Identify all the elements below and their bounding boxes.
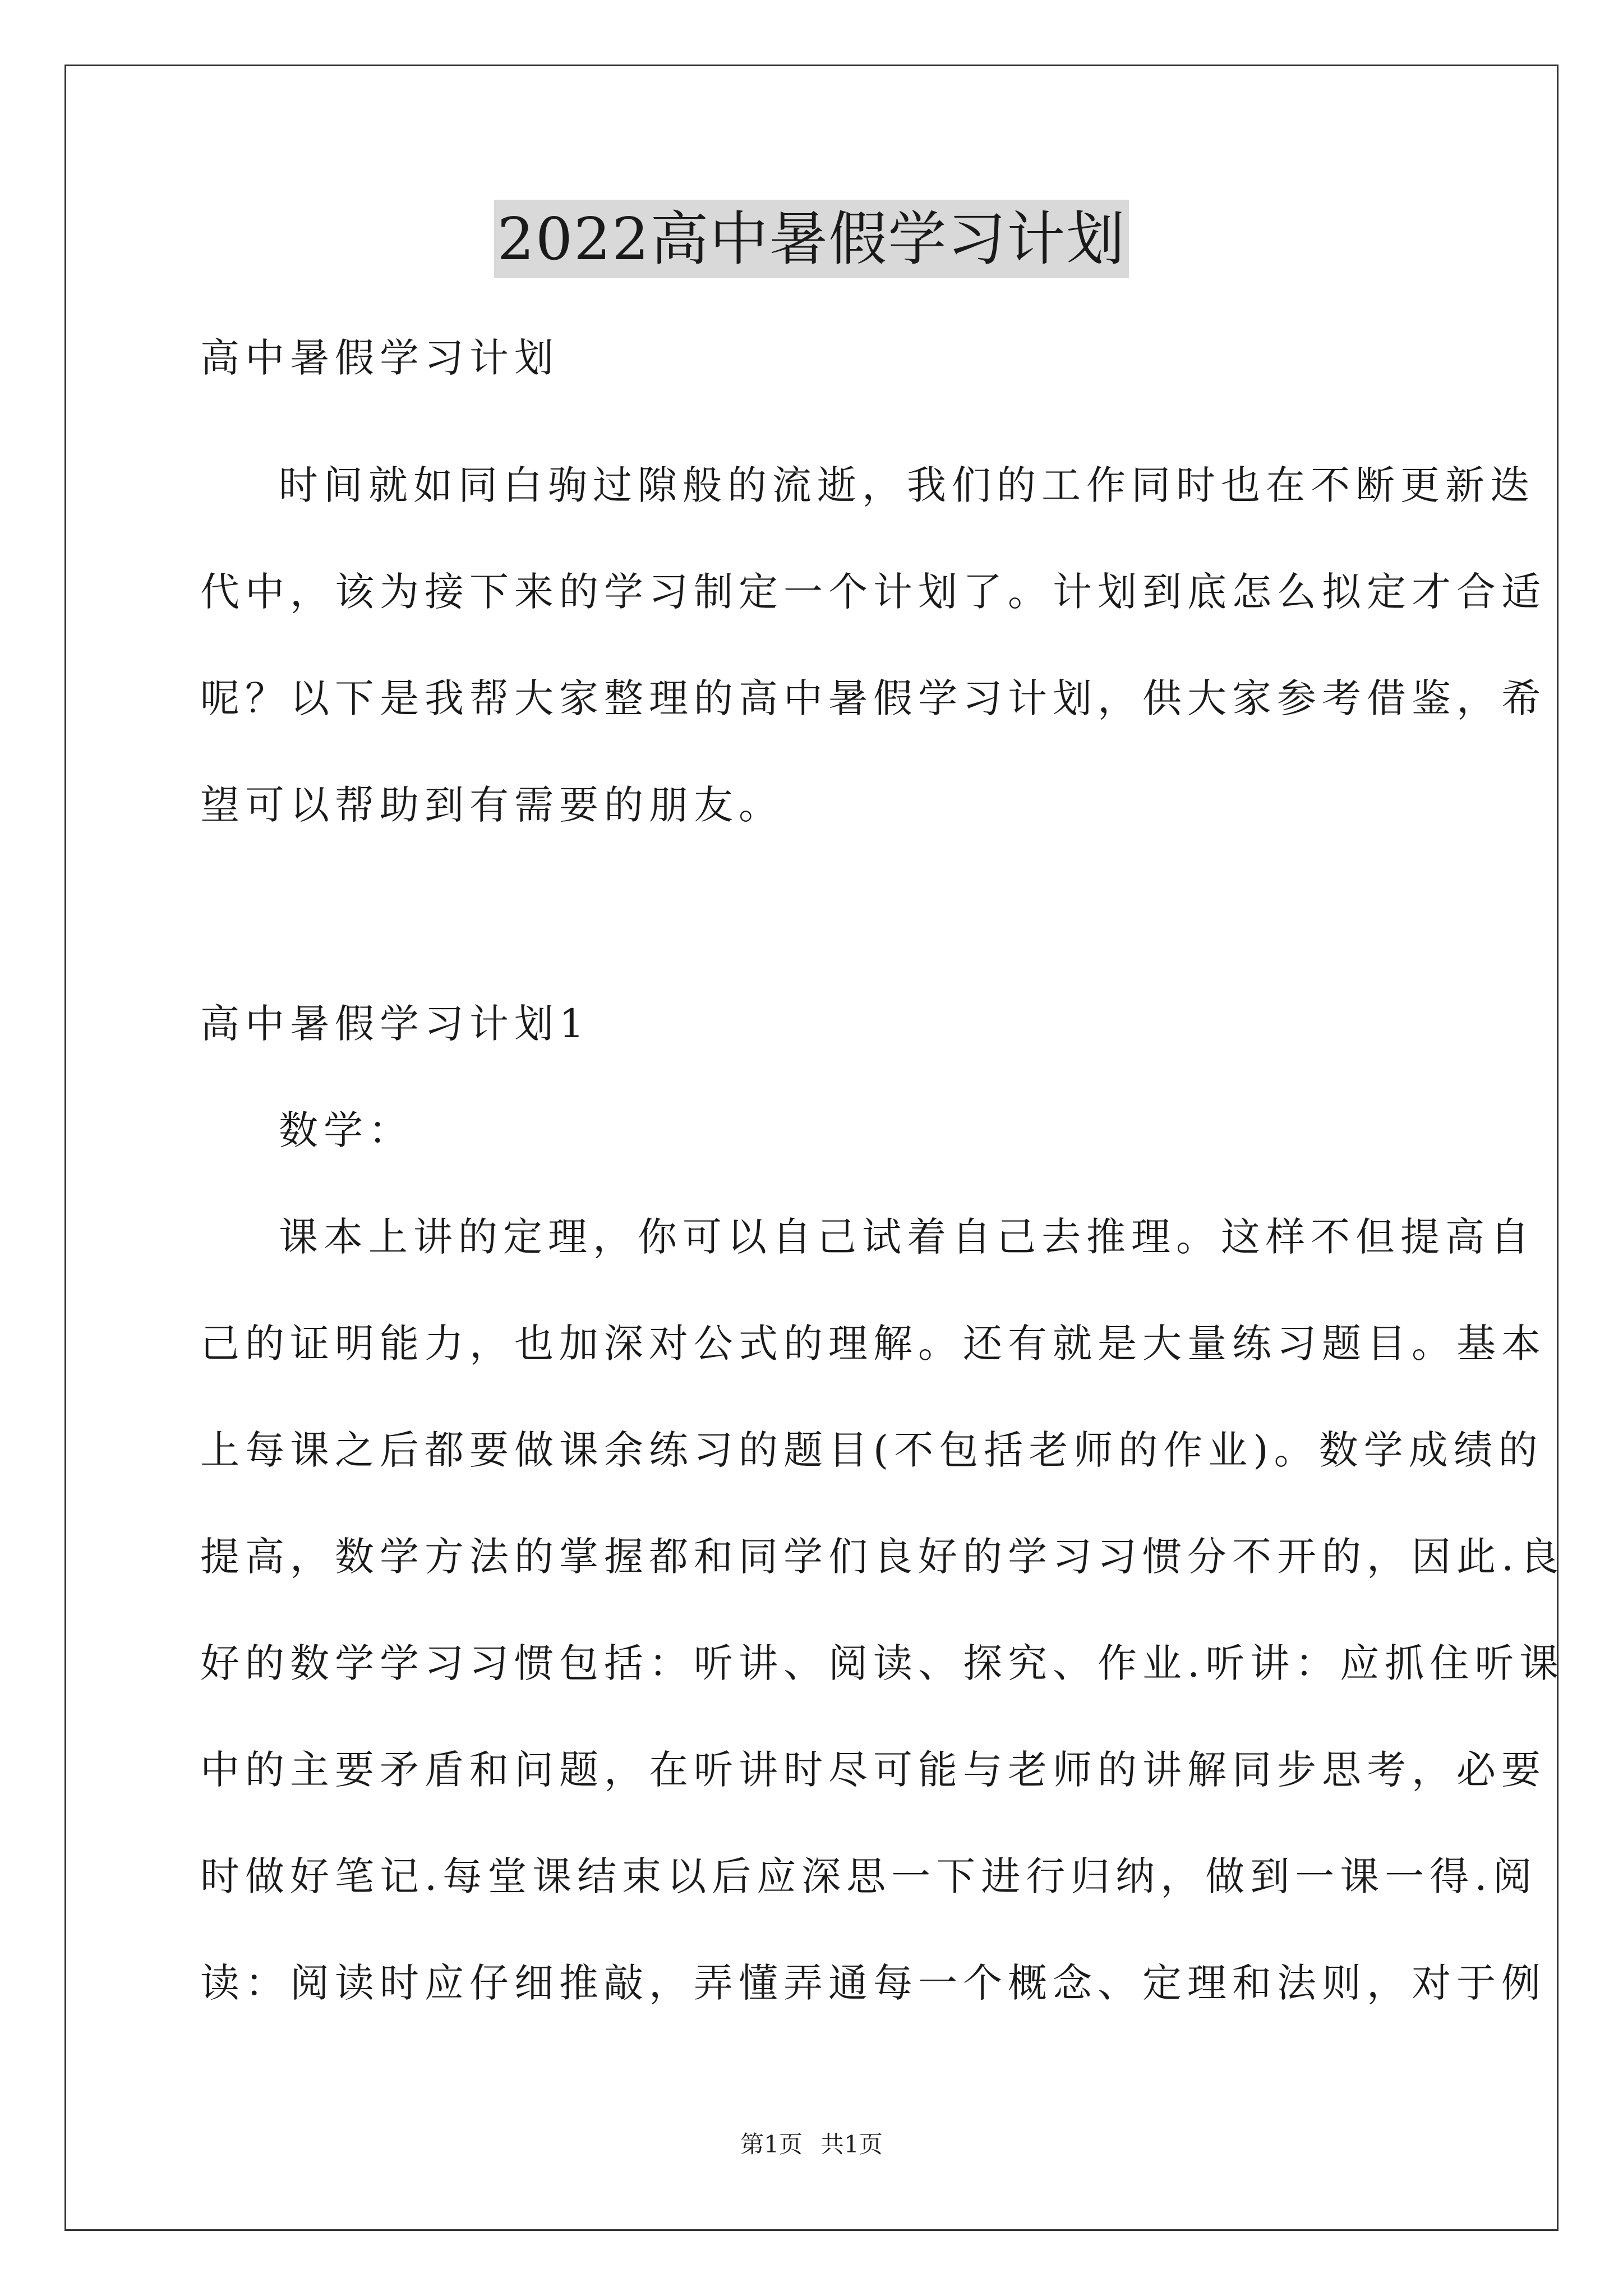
subject-heading: 数学：	[279, 1107, 413, 1153]
page-total: 共1页	[820, 2131, 883, 2158]
page-footer	[0, 2126, 1623, 2160]
paragraph-line: 时间就如同白驹过隙般的流逝，我们的工作同时也在不断更新迭	[279, 462, 1535, 508]
paragraph-line: 好的数学学习习惯包括：听讲、阅读、探究、作业.听讲：应抓住听课	[200, 1640, 1565, 1686]
paragraph-line: 己的证明能力，也加深对公式的理解。还有就是大量练习题目。基本	[200, 1320, 1546, 1366]
paragraph-line: 呢？以下是我帮大家整理的高中暑假学习计划，供大家参考借鉴，希	[200, 675, 1546, 721]
paragraph-line: 望可以帮助到有需要的朋友。	[200, 782, 783, 828]
section-heading: 高中暑假学习计划1	[200, 1001, 590, 1047]
page-number: 第1页	[740, 2131, 803, 2158]
paragraph-line: 上每课之后都要做课余练习的题目(不包括老师的作业)。数学成绩的	[200, 1427, 1543, 1473]
paragraph-line: 提高，数学方法的掌握都和同学们良好的学习习惯分不开的，因此.良	[200, 1534, 1565, 1580]
document-title: 2022高中暑假学习计划	[494, 200, 1129, 278]
paragraph-line: 课本上讲的定理，你可以自己试着自己去推理。这样不但提高自	[279, 1214, 1535, 1260]
paragraph-line: 时做好笔记.每堂课结束以后应深思一下进行归纳，做到一课一得.阅	[200, 1853, 1538, 1899]
paragraph-line: 中的主要矛盾和问题，在听讲时尽可能与老师的讲解同步思考，必要	[200, 1747, 1546, 1793]
paragraph-line: 读：阅读时应仔细推敲，弄懂弄通每一个概念、定理和法则，对于例	[200, 1960, 1546, 2006]
paragraph-line: 代中，该为接下来的学习制定一个计划了。计划到底怎么拟定才合适	[200, 569, 1546, 615]
title-wrapper	[0, 200, 1623, 278]
section-heading: 高中暑假学习计划	[200, 335, 559, 381]
